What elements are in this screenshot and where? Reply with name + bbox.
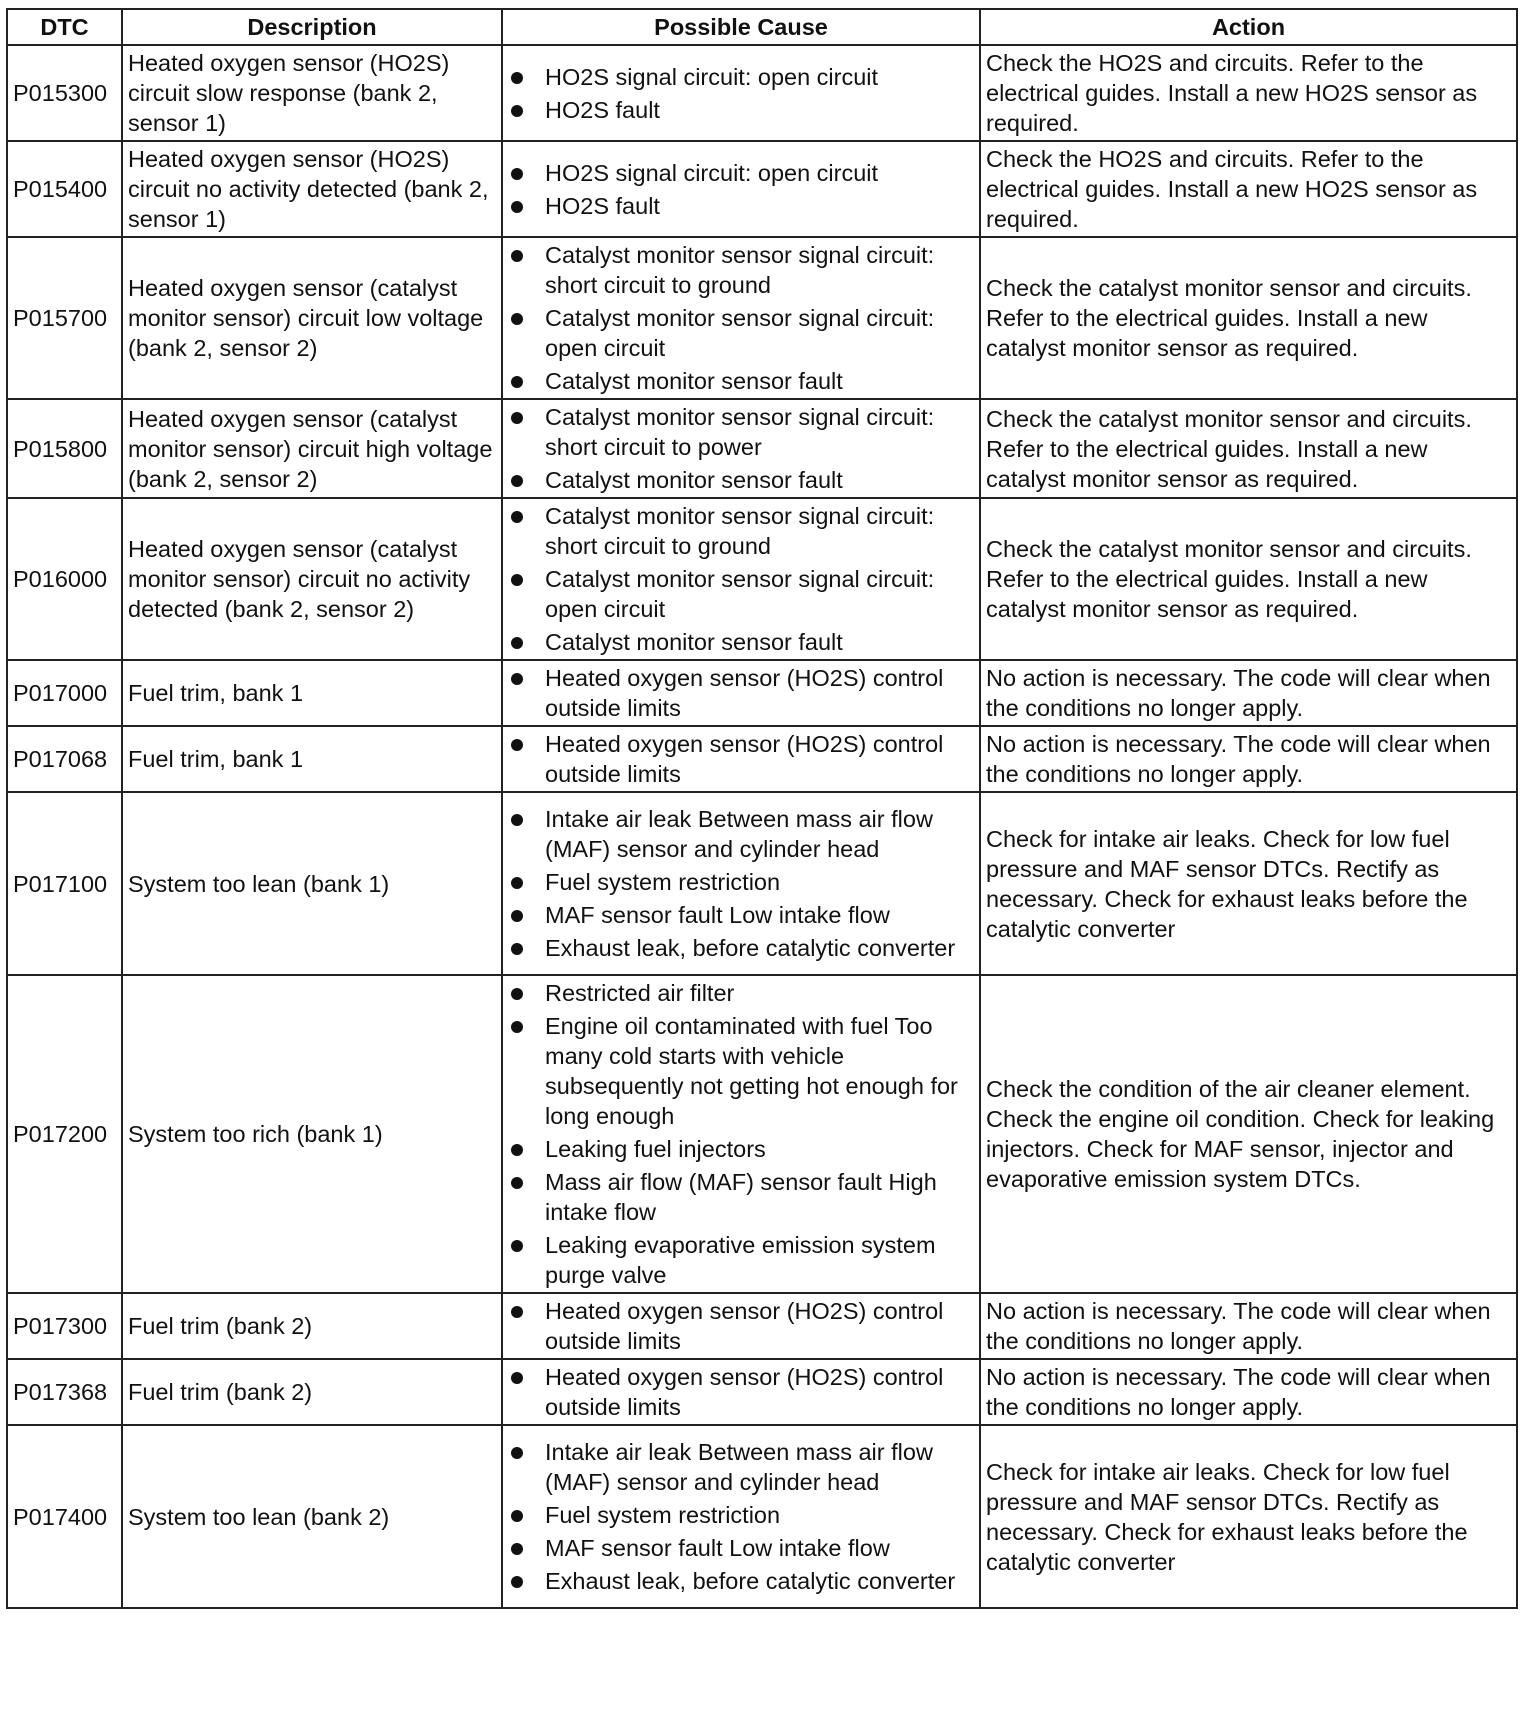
dtc-code: P015300 [7, 45, 122, 141]
cause-item: Fuel system restriction [508, 867, 974, 897]
table-row [7, 237, 1517, 399]
table-body [7, 45, 1517, 1608]
dtc-action: Check the catalyst monitor sensor and circuits. Refer to the electrical guides. Install a new catalyst monitor sensor as required. [980, 498, 1517, 660]
header-possible-cause: Possible Cause [502, 9, 980, 45]
dtc-description: System too rich (bank 1) [122, 975, 502, 1293]
table-row [7, 141, 1517, 237]
cause-item: Catalyst monitor sensor signal circuit: open circuit [508, 303, 974, 363]
dtc-description: Fuel trim (bank 2) [122, 1293, 502, 1359]
cause-item: Leaking fuel injectors [508, 1134, 974, 1164]
dtc-code: P017100 [7, 792, 122, 975]
cause-list [508, 804, 974, 963]
cause-list [508, 62, 974, 125]
dtc-code: P015700 [7, 237, 122, 399]
possible-cause-cell [502, 1425, 980, 1608]
cause-list [508, 663, 974, 723]
dtc-code: P017068 [7, 726, 122, 792]
dtc-action: No action is necessary. The code will clear when the conditions no longer apply. [980, 1359, 1517, 1425]
table-row [7, 792, 1517, 975]
possible-cause-cell [502, 498, 980, 660]
cause-item: Heated oxygen sensor (HO2S) control outside limits [508, 729, 974, 789]
cause-item: Catalyst monitor sensor signal circuit: open circuit [508, 564, 974, 624]
dtc-code: P015800 [7, 399, 122, 498]
cause-item: MAF sensor fault Low intake flow [508, 900, 974, 930]
dtc-action: Check for intake air leaks. Check for low fuel pressure and MAF sensor DTCs. Rectify as necessary. Check for exhaust leaks before the catalytic converter [980, 792, 1517, 975]
dtc-description: Heated oxygen sensor (HO2S) circuit no activity detected (bank 2, sensor 1) [122, 141, 502, 237]
dtc-action: Check the catalyst monitor sensor and circuits. Refer to the electrical guides. Install a new catalyst monitor sensor as required. [980, 237, 1517, 399]
cause-list [508, 501, 974, 657]
cause-item: Leaking evaporative emission system purge valve [508, 1230, 974, 1290]
table-row [7, 1359, 1517, 1425]
cause-item: HO2S fault [508, 191, 974, 221]
cause-item: Engine oil contaminated with fuel Too many cold starts with vehicle subsequently not getting hot enough for long enough [508, 1011, 974, 1131]
dtc-action: Check the HO2S and circuits. Refer to the electrical guides. Install a new HO2S sensor as required. [980, 45, 1517, 141]
possible-cause-cell [502, 399, 980, 498]
cause-item: Catalyst monitor sensor fault [508, 366, 974, 396]
dtc-description: Fuel trim, bank 1 [122, 660, 502, 726]
dtc-description: System too lean (bank 1) [122, 792, 502, 975]
dtc-description: Heated oxygen sensor (HO2S) circuit slow response (bank 2, sensor 1) [122, 45, 502, 141]
dtc-code: P017200 [7, 975, 122, 1293]
dtc-action: No action is necessary. The code will clear when the conditions no longer apply. [980, 660, 1517, 726]
cause-item: Exhaust leak, before catalytic converter [508, 933, 974, 963]
table-row [7, 726, 1517, 792]
cause-item: Catalyst monitor sensor signal circuit: short circuit to power [508, 402, 974, 462]
dtc-action: No action is necessary. The code will clear when the conditions no longer apply. [980, 726, 1517, 792]
dtc-action: Check the condition of the air cleaner element. Check the engine oil condition. Check for leaking injectors. Check for MAF sensor, injector and evaporative emission system DTCs. [980, 975, 1517, 1293]
cause-item: MAF sensor fault Low intake flow [508, 1533, 974, 1563]
table-header [7, 9, 1517, 45]
cause-item: Fuel system restriction [508, 1500, 974, 1530]
table-row [7, 45, 1517, 141]
dtc-action: Check for intake air leaks. Check for low fuel pressure and MAF sensor DTCs. Rectify as necessary. Check for exhaust leaks before the catalytic converter [980, 1425, 1517, 1608]
cause-item: Catalyst monitor sensor fault [508, 465, 974, 495]
possible-cause-cell [502, 1359, 980, 1425]
cause-list [508, 1296, 974, 1356]
table-row [7, 975, 1517, 1293]
cause-item: Heated oxygen sensor (HO2S) control outside limits [508, 1296, 974, 1356]
cause-item: Catalyst monitor sensor signal circuit: short circuit to ground [508, 501, 974, 561]
possible-cause-cell [502, 1293, 980, 1359]
cause-item: Heated oxygen sensor (HO2S) control outside limits [508, 663, 974, 723]
dtc-action: No action is necessary. The code will clear when the conditions no longer apply. [980, 1293, 1517, 1359]
table-row [7, 1293, 1517, 1359]
header-action: Action [980, 9, 1517, 45]
cause-list [508, 1362, 974, 1422]
cause-item: HO2S fault [508, 95, 974, 125]
cause-list [508, 729, 974, 789]
cause-item: Restricted air filter [508, 978, 974, 1008]
dtc-table [6, 8, 1518, 1609]
possible-cause-cell [502, 660, 980, 726]
table-row [7, 660, 1517, 726]
cause-list [508, 240, 974, 396]
cause-item: Intake air leak Between mass air flow (MAF) sensor and cylinder head [508, 804, 974, 864]
dtc-description: System too lean (bank 2) [122, 1425, 502, 1608]
table-row [7, 498, 1517, 660]
table-row [7, 1425, 1517, 1608]
dtc-code: P017300 [7, 1293, 122, 1359]
dtc-code: P015400 [7, 141, 122, 237]
table-row [7, 399, 1517, 498]
cause-item: HO2S signal circuit: open circuit [508, 158, 974, 188]
cause-item: Heated oxygen sensor (HO2S) control outside limits [508, 1362, 974, 1422]
cause-list [508, 978, 974, 1290]
cause-item: Mass air flow (MAF) sensor fault High intake flow [508, 1167, 974, 1227]
cause-item: Intake air leak Between mass air flow (MAF) sensor and cylinder head [508, 1437, 974, 1497]
dtc-code: P016000 [7, 498, 122, 660]
dtc-code: P017000 [7, 660, 122, 726]
dtc-description: Heated oxygen sensor (catalyst monitor sensor) circuit low voltage (bank 2, sensor 2) [122, 237, 502, 399]
possible-cause-cell [502, 45, 980, 141]
dtc-description: Heated oxygen sensor (catalyst monitor sensor) circuit high voltage (bank 2, sensor 2) [122, 399, 502, 498]
cause-item: Exhaust leak, before catalytic converter [508, 1566, 974, 1596]
header-row [7, 9, 1517, 45]
cause-item: Catalyst monitor sensor signal circuit: short circuit to ground [508, 240, 974, 300]
possible-cause-cell [502, 975, 980, 1293]
dtc-description: Heated oxygen sensor (catalyst monitor sensor) circuit no activity detected (bank 2, sensor 2) [122, 498, 502, 660]
dtc-action: Check the HO2S and circuits. Refer to the electrical guides. Install a new HO2S sensor as required. [980, 141, 1517, 237]
dtc-code: P017400 [7, 1425, 122, 1608]
dtc-action: Check the catalyst monitor sensor and circuits. Refer to the electrical guides. Install a new catalyst monitor sensor as required. [980, 399, 1517, 498]
cause-item: Catalyst monitor sensor fault [508, 627, 974, 657]
header-description: Description [122, 9, 502, 45]
cause-list [508, 158, 974, 221]
dtc-code: P017368 [7, 1359, 122, 1425]
possible-cause-cell [502, 726, 980, 792]
cause-item: HO2S signal circuit: open circuit [508, 62, 974, 92]
dtc-description: Fuel trim, bank 1 [122, 726, 502, 792]
cause-list [508, 1437, 974, 1596]
dtc-description: Fuel trim (bank 2) [122, 1359, 502, 1425]
cause-list [508, 402, 974, 495]
possible-cause-cell [502, 792, 980, 975]
header-dtc: DTC [7, 9, 122, 45]
possible-cause-cell [502, 237, 980, 399]
possible-cause-cell [502, 141, 980, 237]
